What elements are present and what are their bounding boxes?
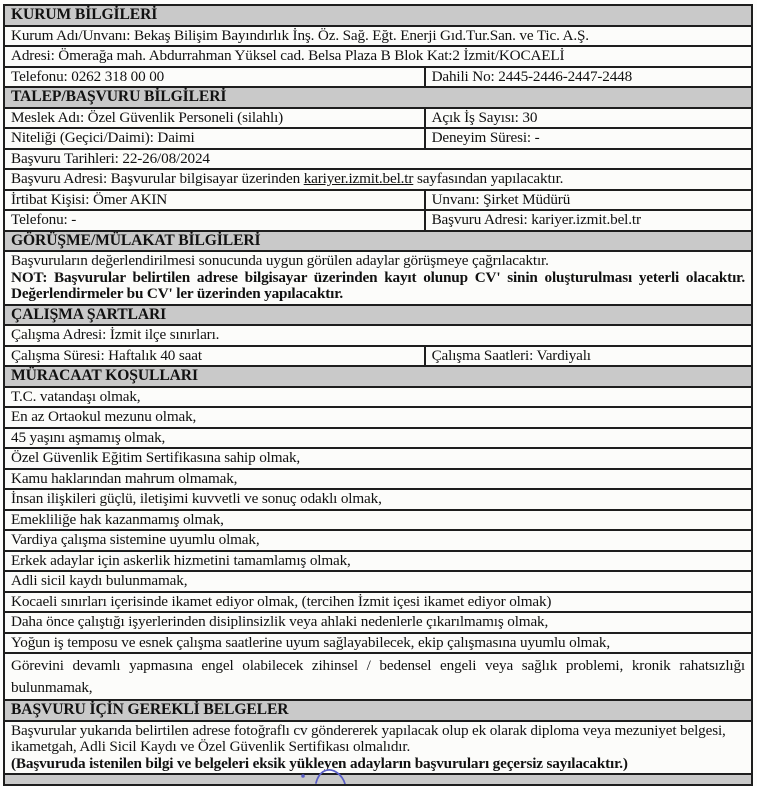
table-cell xyxy=(5,490,751,509)
text-span: Emekliliğe hak kazanmamış olmak, xyxy=(11,510,224,528)
row-kosul-8 xyxy=(5,529,751,550)
text-line xyxy=(11,327,745,344)
text-span: Kurum Adı/Unvanı: Bekaş Bilişim Bayındırlık İnş. Öz. Sağ. Eğt. Enerji Gıd.Tur.San. ve Tic. A.Ş. xyxy=(11,26,589,44)
text-line xyxy=(11,573,745,590)
text-line xyxy=(432,348,745,365)
section-kurum-bilgileri xyxy=(5,6,751,25)
section-calisma-sartlari xyxy=(5,304,751,325)
section-title: ÇALIŞMA ŞARTLARI xyxy=(11,305,167,323)
text-span: İrtibat Kişisi: Ömer AKIN xyxy=(11,190,168,208)
table-cell xyxy=(5,429,751,448)
row-kosul-11 xyxy=(5,591,751,612)
row-calisma-suresi-saatleri xyxy=(5,345,751,366)
text-line xyxy=(11,635,745,652)
row-kurum-adi xyxy=(5,25,751,46)
row-kosul-1 xyxy=(5,386,751,407)
text-span: NOT: Başvurular belirtilen adrese bilgisayar üzerinden kayıt olunup CV' sinin oluşturulması yeterli olacaktır. Değerlendirmeler bu CV' ler üzerinden yapılacaktır. xyxy=(11,268,745,302)
table-cell xyxy=(5,27,751,46)
row-gorusme-aciklama xyxy=(5,250,751,304)
url-text: kariyer.izmit.bel.tr xyxy=(303,170,414,187)
text-line xyxy=(11,389,745,406)
row-niteligi-deneyim xyxy=(5,127,751,148)
text-line xyxy=(11,756,745,773)
text-span: Meslek Adı: Özel Güvenlik Personeli (silahlı) xyxy=(11,108,284,126)
text-span: Açık İş Sayısı: 30 xyxy=(431,108,538,126)
text-line xyxy=(11,253,745,270)
section-title: BAŞVURU İÇİN GEREKLİ BELGELER xyxy=(11,701,289,718)
text-span: Unvanı: Şirket Müdürü xyxy=(431,190,571,208)
text-line xyxy=(11,594,745,611)
table-cell xyxy=(5,68,424,87)
row-kosul-13 xyxy=(5,632,751,653)
text-line xyxy=(11,532,745,549)
text-span: Deneyim Süresi: - xyxy=(431,129,540,146)
row-telefon-basvuru-adresi xyxy=(5,209,751,230)
text-line xyxy=(11,471,745,488)
table-cell xyxy=(5,613,751,632)
text-line xyxy=(11,430,745,447)
row-basvuru-tarihleri xyxy=(5,148,751,169)
text-line xyxy=(432,130,745,147)
table-cell xyxy=(5,326,751,345)
text-span: Başvuru Adresi: Başvurular bilgisayar üzerinden xyxy=(11,170,304,187)
text-line xyxy=(11,48,745,65)
table-cell xyxy=(5,388,751,407)
row-irtibat-unvan xyxy=(5,189,751,210)
text-line xyxy=(432,192,745,209)
text-line xyxy=(11,28,745,45)
text-span: Başvuruların değerlendirilmesi sonucunda uygun görülen adaylar görüşmeye çağrılacaktır. xyxy=(11,252,549,269)
text-line xyxy=(11,409,745,426)
text-line xyxy=(11,512,745,529)
text-line xyxy=(432,110,745,127)
text-span: Çalışma Saatleri: Vardiyalı xyxy=(431,346,591,364)
text-span: T.C. vatandaşı olmak, xyxy=(11,387,141,405)
text-span: Başvuru Tarihleri: 22-26/08/2024 xyxy=(11,149,210,167)
table-cell xyxy=(5,572,751,591)
table-cell xyxy=(5,552,751,571)
table-cell xyxy=(424,347,751,366)
text-line xyxy=(11,270,745,303)
text-span: sayfasından yapılacaktır. xyxy=(413,170,564,187)
row-kosul-2 xyxy=(5,406,751,427)
row-kosul-4 xyxy=(5,447,751,468)
text-line xyxy=(11,192,418,209)
text-line xyxy=(11,450,745,467)
row-adresi xyxy=(5,45,751,66)
row-kosul-10 xyxy=(5,570,751,591)
text-span: (Başvuruda istenilen bilgi ve belgeleri eksik yükleyen adayların başvuruları geçersiz sayılacaktır.) xyxy=(11,754,628,772)
row-calisma-adresi xyxy=(5,324,751,345)
text-span: Başvurular yukarıda belirtilen adrese fotoğraflı cv göndererek yapılacak olup ek olarak diploma veya mezuniyet belgesi, ikametgah, Adli Sicil Kaydı ve Özel Güvenlik Sertifikası olmalıdır. xyxy=(11,721,726,755)
text-line xyxy=(432,212,745,229)
text-line xyxy=(11,723,745,756)
section-talep-basvuru xyxy=(5,86,751,107)
table-cell xyxy=(5,408,751,427)
row-kosul-6 xyxy=(5,488,751,509)
table-cell xyxy=(5,47,751,66)
text-span: En az Ortaokul mezunu olmak, xyxy=(11,408,197,425)
text-span: Niteliği (Geçici/Daimi): Daimi xyxy=(11,129,195,146)
table-cell xyxy=(5,129,424,148)
table-cell xyxy=(5,511,751,530)
row-belgeler-aciklama xyxy=(5,720,751,774)
section-muracaat-kosullari xyxy=(5,365,751,386)
row-telefon-dahili xyxy=(5,66,751,87)
table-cell xyxy=(424,191,751,210)
text-span: Telefonu: - xyxy=(11,211,77,228)
text-line xyxy=(11,348,418,365)
table-cell xyxy=(5,634,751,653)
row-kosul-14 xyxy=(5,652,751,699)
row-kosul-5 xyxy=(5,468,751,489)
table-cell xyxy=(5,252,751,304)
table-cell xyxy=(424,68,751,87)
table-cell xyxy=(5,470,751,489)
table-cell xyxy=(5,722,751,774)
table-cell xyxy=(424,211,751,230)
text-line xyxy=(11,110,418,127)
section-title: MÜRACAAT KOŞULLARI xyxy=(11,367,198,384)
text-span: İnsan ilişkileri güçlü, iletişimi kuvvetli ve sonuç odaklı olmak, xyxy=(11,490,382,507)
table-cell xyxy=(5,170,751,189)
text-span: Yoğun iş temposu ve esnek çalışma saatlerine uyum sağlayabilecek, ekip çalışmasına uyumlu olmak, xyxy=(11,633,611,651)
partial-cutoff-section-row xyxy=(5,773,751,784)
text-line xyxy=(11,171,745,188)
section-basvuru-belgeler xyxy=(5,699,751,720)
text-span: 45 yaşını aşmamış olmak, xyxy=(11,428,166,446)
row-kosul-7 xyxy=(5,509,751,530)
text-line xyxy=(11,130,418,147)
row-kosul-12 xyxy=(5,611,751,632)
text-span: Erkek adaylar için askerlik hizmetini tamamlamış olmak, xyxy=(11,551,351,569)
text-span: Vardiya çalışma sistemine uyumlu olmak, xyxy=(11,531,260,548)
table-cell xyxy=(424,109,751,128)
table-cell xyxy=(5,191,424,210)
table-cell xyxy=(5,150,751,169)
text-span: Dahili No: 2445-2446-2447-2448 xyxy=(431,67,633,85)
row-kosul-9 xyxy=(5,550,751,571)
text-line xyxy=(11,212,418,229)
text-span: Daha önce çalıştığı işyerlerinden disiplinsizlik veya ahlaki nedenlerle çıkarılmamış olmak, xyxy=(11,613,549,630)
text-span: Telefonu: 0262 318 00 00 xyxy=(11,67,165,85)
text-span: Adresi: Ömerağa mah. Abdurrahman Yüksel cad. Belsa Plaza B Blok Kat:2 İzmit/KOCAELİ xyxy=(11,47,565,64)
text-line xyxy=(11,151,745,168)
row-kosul-3 xyxy=(5,427,751,448)
text-line xyxy=(11,614,745,631)
text-line xyxy=(11,655,745,698)
text-span: Kocaeli sınırları içerisinde ikamet ediyor olmak, (tercihen İzmit içesi ikamet ediyor olmak) xyxy=(11,592,552,610)
section-title: KURUM BİLGİLERİ xyxy=(11,6,158,23)
document-table xyxy=(3,4,753,786)
text-span: Başvuru Adresi: kariyer.izmit.bel.tr xyxy=(431,211,641,228)
table-cell xyxy=(5,449,751,468)
text-span: Adli sicil kaydı bulunmamak, xyxy=(11,572,188,589)
text-span: Görevini devamlı yapmasına engel olabilecek zihinsel / bedensel engeli veya sağlık problemi, kronik rahatsızlığı bulunmamak, xyxy=(11,657,745,696)
text-span: Kamu haklarından mahrum olmamak, xyxy=(11,469,238,487)
table-cell xyxy=(5,531,751,550)
row-meslek-acik-is xyxy=(5,107,751,128)
text-span: Özel Güvenlik Eğitim Sertifikasına sahip olmak, xyxy=(11,449,301,466)
text-line xyxy=(432,69,745,86)
table-cell xyxy=(5,593,751,612)
text-line xyxy=(11,491,745,508)
text-span: Çalışma Süresi: Haftalık 40 saat xyxy=(11,346,202,364)
table-cell xyxy=(5,109,424,128)
text-line xyxy=(11,553,745,570)
section-title: TALEP/BAŞVURU BİLGİLERİ xyxy=(11,88,227,105)
table-cell xyxy=(424,129,751,148)
row-basvuru-adresi xyxy=(5,168,751,189)
text-line xyxy=(11,69,418,86)
table-cell xyxy=(5,654,751,699)
section-gorusme-mulakat xyxy=(5,230,751,251)
table-cell xyxy=(5,347,424,366)
table-cell xyxy=(5,211,424,230)
text-span: Çalışma Adresi: İzmit ilçe sınırları. xyxy=(11,326,220,343)
section-title: GÖRÜŞME/MÜLAKAT BİLGİLERİ xyxy=(11,231,261,249)
